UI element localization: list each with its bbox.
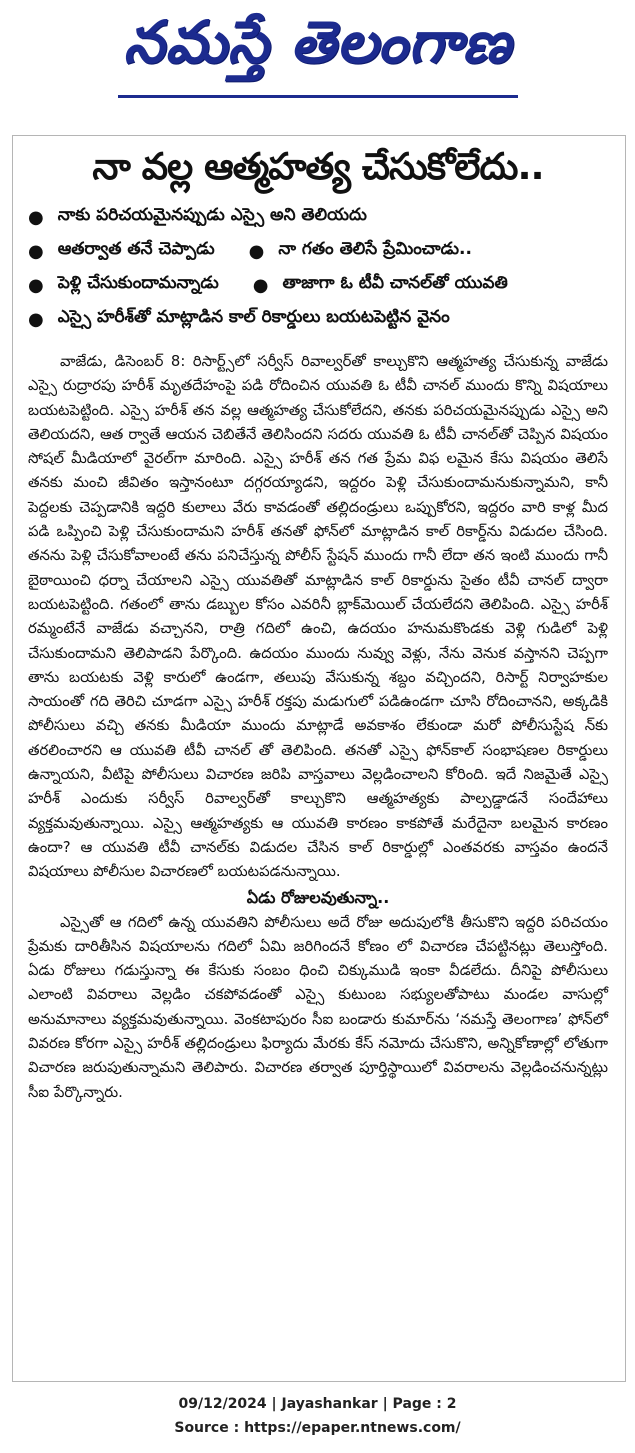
subhead-text: పెళ్లి చేసుకుందామన్నాడు — [57, 273, 219, 293]
bullet-icon: ● — [28, 206, 44, 228]
subhead-text: ఎస్సై హరీశ్‌తో మాట్లాడిన కాల్ రికార్డులు బయటపెట్టిన వైనం — [57, 307, 450, 327]
subhead-text: తాజాగా ఓ టీవీ చానల్‌తో యువతి — [282, 273, 508, 293]
bullet-icon: ● — [28, 274, 44, 296]
subhead-item — [18, 239, 215, 263]
masthead-logo: నమస్తే తెలంగాణ — [123, 8, 512, 76]
masthead-underline — [118, 95, 518, 98]
article-subheading: ఏడు రోజులవుతున్నా.. — [246, 887, 390, 907]
footer-edition-line: 09/12/2024 | Jayashankar | Page : 2 — [178, 1396, 457, 1412]
subhead-item — [18, 205, 367, 229]
article-paragraph: వాజేడు, డిసెంబర్ 8: రిసార్ట్స్‌లో సర్వీస్ రివాల్వర్‌తో కాల్చుకొని ఆత్మహత్య చేసుకున్న వాజేడు ఎస్సై రుద్రారపు హరీశ్ మృతదేహంపై పడి రోదించిన యువతి ఓ టీవీ చానల్ ముందు కొన్ని విషయాలు బయటపెట్టింది. ఎస్సై హరీశ్ తన వల్ల ఆత్మహత్య చేసుకోలేదని, తనకు పరిచయమైనప్పుడు ఎస్సై అని తెలియదని, ఆత ర్వాతే ఆయన చెబితేనే తెలిసిందని సదరు యువతి ఓ టీవీ చానల్‌తో చెప్పిన విషయం సోషల్ మీడియాలో వైరల్‌గా మారింది. ఎస్సై హరీశ్ తన గత ప్రేమ విఫ లమైన కేసు విషయం తెలిసే తనకు మంచి జీవితం ఇస్తానంటూ దగ్గరయ్యాడని, ఇద్దరం పెళ్లి చేసుకుందామనుకున్నామని, కానీ పెద్దలకు చెప్పడానికి ఇద్దరి కులాలు వేరు కావడంతో తల్లిదండ్రులు ఒప్పుకోరని, ఇద్దరం వారి కాళ్ల మీద పడి ఒప్పించి పెళ్లి చేసుకుందామని హరీశ్ తనతో ఫోన్‌లో మాట్లాడిన కాల్ రికార్డ్‌ను విడుదల చేసింది. తనను పెళ్లి చేసుకోవాలంటే తను పనిచేస్తున్న పోలీస్ స్టేషన్ ముందు గానీ లేదా తన ఇంటి ముందు గానీ బైఠాయించి ధర్నా చేయాలని ఎస్సై యువతితో మాట్లాడిన కాల్ రికార్డును సైతం టీవీ చానల్ ద్వారా బయటపెట్టింది. గతంలో తాను డబ్బుల కోసం ఎవరినీ బ్లాక్‌మెయిల్ చేయలేదని తెలిపింది. ఎస్సై హరీశ్ రమ్మంటేనే వాజేడు వచ్చానని, రాత్రి గదిలో ఉంచి, ఉదయం హనుమకొండకు వెళ్లి గుడిలో పెళ్లి చేసుకుందామని తెలిపాడని పేర్కొంది. ఉదయం ముందు నువ్వు వెళ్లు, నేను వెనుక వస్తానని చెప్పగా తాను బయటకు వెళ్లి కారులో ఉండగా, తలుపు వేసుకున్న శబ్దం వచ్చిందని, రిసార్ట్ నిర్వాహకుల సాయంతో గది తెరిచి చూడగా ఎస్సై హరీశ్ రక్తపు మడుగులో పడిఉండగా చూసి రోదించానని, అక్కడికి పోలీసులు వచ్చి తనకు మీడియా ముందు మాట్లాడే అవకాశం లేకుండా మరో పోలీసుస్టేష న్‌కు తరలించారని ఆ యువతి టీవీ చానల్ తో తెలిపింది. తనతో ఎస్సై ఫోన్‌కాల్ సంభాషణల రికార్డులు ఉన్నాయని, వీటిపై పోలీసులు విచారణ జరిపి వాస్తవాలు వెల్లడించాలని కోరింది. ఇదే నిజమైతే ఎస్సై హరీశ్ ఎందుకు సర్వీస్ రివాల్వర్‌తో కాల్చుకొని ఆత్మహత్యకు పాల్పడ్డాడనే సందేహాలు వ్యక్తమవుతున్నాయి. ఎస్సై ఆత్మహత్యకు ఆ యువతి కారణం కాకపోతే మరేదైనా బలమైన కారణం ఉందా? ఆ యువతి టీవీ చానల్‌కు విడుదల చేసిన కాల్ రికార్డుల్లో ఎంతవరకు వాస్తవం ఉందనే విషయాలు పోలీసుల విచారణలో బయటపడనున్నాయి. — [28, 353, 609, 881]
subhead-row — [18, 302, 618, 336]
subhead-row — [18, 200, 618, 234]
page-footer — [0, 1392, 635, 1440]
bullet-icon: ● — [28, 240, 44, 262]
subhead-item — [239, 239, 472, 263]
bullet-icon: ● — [28, 308, 44, 330]
article-paragraph: ఎస్సైతో ఆ గదిలో ఉన్న యువతిని పోలీసులు అదే రోజు అదుపులోకి తీసుకొని ఇద్దరి పరిచయం ప్రేమకు దారితీసిన విషయాలను గదిలో ఏమి జరిగిందనే కోణం లో విచారణ చేపట్టినట్లు తెలుస్తోంది. ఏడు రోజులు గడుస్తున్నా ఈ కేసుకు సంబం ధించి చిక్కుముడి ఇంకా వీడలేదు. దీనిపై పోలీసులు ఎలాంటి వివరాలు వెల్లడిం చకపోవడంతో ఎస్సై కుటుంబ సభ్యులతోపాటు మండల వాసుల్లో అనుమానాలు వ్యక్తమవుతున్నాయి. వెంకటాపురం సీఐ బండారు కుమార్‌ను ‘నమస్తే తెలంగాణ’ ఫోన్‌లో వివరణ కోరగా ఎస్సై హరీశ్ తల్లిదండ్రులు ఫిర్యాదు మేరకు కేస్ నమోదు చేసుకొని, అన్నికోణాల్లో లోతుగా విచారణ జరుపుతున్నామని తెలిపారు. విచారణ తర్వాత పూర్తిస్థాయిలో వివరాలను వెల్లడించనున్నట్లు సీఐ పేర్కొన్నారు. — [28, 913, 608, 1101]
subhead-text: ఆతర్వాత తనే చెప్పాడు — [57, 239, 215, 259]
subhead-row — [18, 268, 618, 302]
article-headline: నా వల్ల ఆత్మహత్య చేసుకోలేదు.. — [92, 145, 544, 188]
subhead-item — [18, 273, 219, 297]
subhead-item — [243, 273, 508, 297]
subheads-list — [18, 200, 618, 336]
subhead-text: నాకు పరిచయమైనప్పుడు ఎస్సై అని తెలియదు — [57, 205, 367, 225]
bullet-icon: ● — [252, 274, 269, 296]
bullet-icon: ● — [248, 240, 265, 262]
masthead — [0, 0, 635, 110]
subhead-row — [18, 234, 618, 268]
article-body — [28, 350, 608, 1105]
subhead-item — [18, 307, 450, 331]
footer-source-line: Source : https://epaper.ntnews.com/ — [174, 1420, 461, 1436]
subhead-text: నా గతం తెలిసే ప్రేమించాడు.. — [278, 239, 472, 259]
